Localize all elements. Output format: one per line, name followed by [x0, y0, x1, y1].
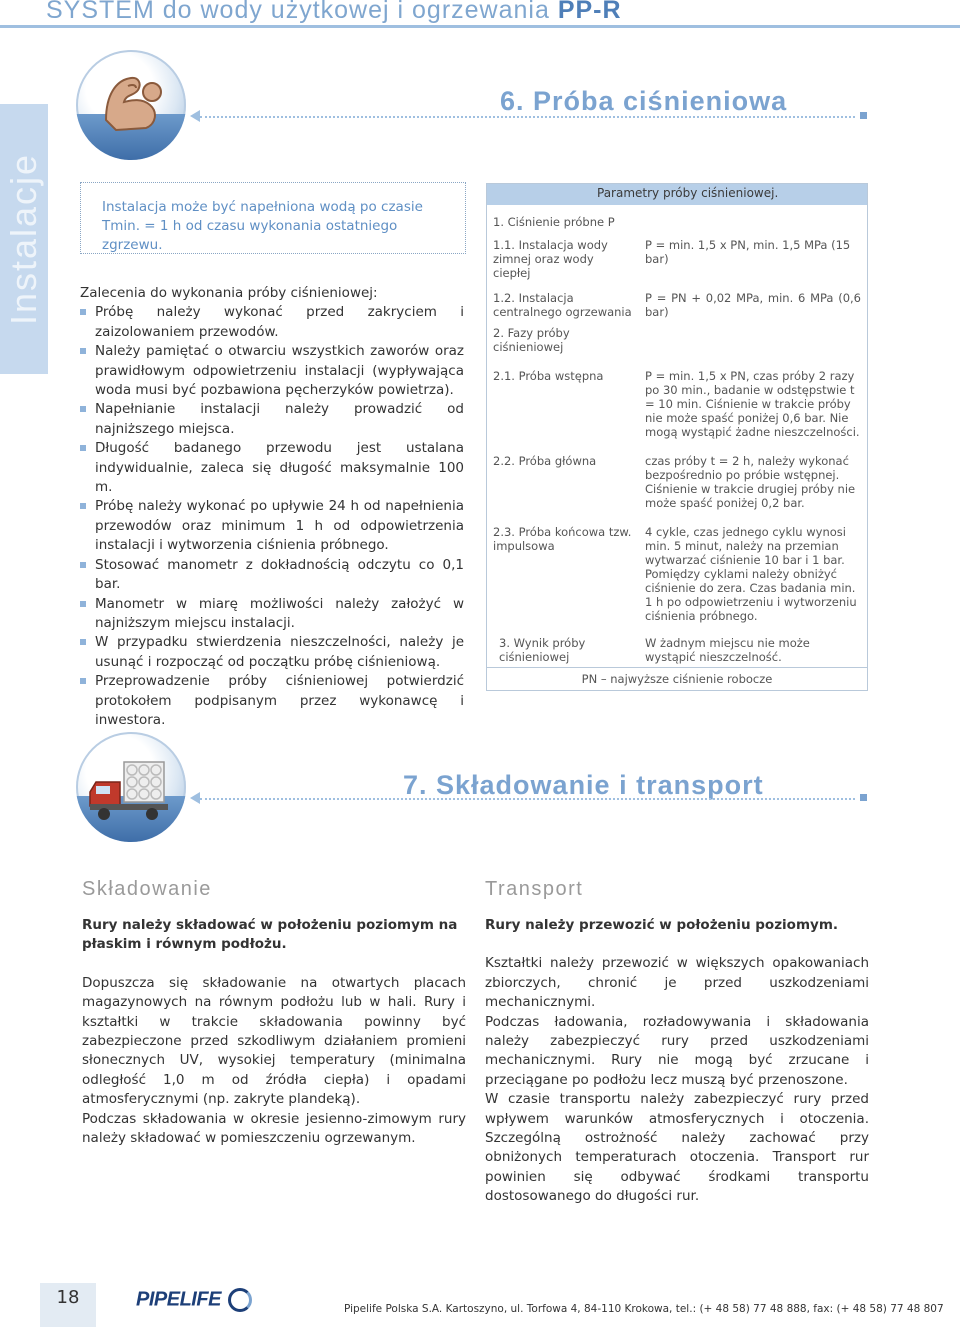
- logo-text: PIPELIFE: [136, 1288, 221, 1311]
- section-7-title: 7. Składowanie i transport: [403, 770, 764, 800]
- table-row: [487, 626, 867, 667]
- list-item: W przypadku stwierdzenia nieszczelności, należy je usunąć i rozpocząć od początku próbę ciśnieniową.: [80, 633, 464, 672]
- side-tab-label: Instalacje: [3, 152, 44, 326]
- recommendations-intro: Zalecenia do wykonania próby ciśnieniowej:: [80, 285, 378, 301]
- title-rule: [200, 798, 855, 800]
- note-text: Instalacja może być napełniona wodą po czasie Tmin. = 1 h od czasu wykonania ostatniego zgrzewu.: [102, 199, 423, 253]
- table-cell-label: 1.1. Instalacja wody zimnej oraz wody ciepłej: [493, 238, 608, 280]
- transport-lead: Rury należy przewozić w położeniu poziomym.: [485, 917, 839, 933]
- list-item: Długość badanego przewodu jest ustalana indywidualnie, zaleca się długość maksymalnie 100 m.: [80, 439, 464, 497]
- table-cell-value: czas próby t = 2 h, należy wykonać bezpośrednio po próbie wstępnej. Ciśnienie w trakcie drugiej próby nie może spaść poniżej 0,2 bar.: [645, 454, 856, 510]
- table-cell-label: 1.2. Instalacja centralnego ogrzewania: [493, 291, 632, 319]
- table-cell-label: 2.2. Próba główna: [493, 454, 597, 468]
- recommendations: [80, 284, 464, 730]
- transport-paragraph: Podczas ładowania, rozładowywania i składowania należy zabezpieczyć rury przed uszkodzeniami mechanicznymi. Rury nie mogą być zrzucane i przeciągane po podłożu lecz muszą być przenoszone.: [485, 1013, 869, 1088]
- table-cell-value: 4 cykle, czas jednego cyklu wynosi min. 5 minut, należy na przemian wytwarzać ciśnienie 10 bar i 1 bar. Pomiędzy cyklami należy obniżyć ciśnienie do zera. Czas badania min. 1 h po odpowietrzeniu i wytworzeniu ciśnienia próbnego.: [645, 525, 857, 623]
- table-cell-value: [639, 205, 867, 232]
- table-header: Parametry próby ciśnieniowej.: [487, 184, 867, 205]
- section-6-title: 6. Próba ciśnieniowa: [500, 86, 788, 116]
- pipelife-logo: [136, 1288, 252, 1312]
- transport-paragraph: Kształtki należy przewozić w większych opakowaniach zbiorczych, chronić je przed uszkodzeniami mechanicznymi.: [485, 955, 869, 1011]
- storage-paragraph: Dopuszcza się składowanie na otwartych placach magazynowych na równym podłożu lub w hali. Rury i kształtki w trakcie składowania powinny być zabezpieczone przed szkodliwym działaniem promieni słonecznych UV, wysokiej temperatury (minimalna odległość 1,0 m od źródła ciepła) i opadami atmosferycznymi (np. zakryte plandeką).: [82, 974, 466, 1108]
- title-arrow-decoration: [190, 792, 200, 804]
- list-item: Napełnianie instalacji należy prowadzić od najniższego miejsca.: [80, 400, 464, 439]
- storage-lead: Rury należy składować w położeniu poziomym na płaskim i równym podłożu.: [82, 917, 458, 953]
- transport-paragraph: W czasie transportu należy zabezpieczyć rury przed wpływem warunków atmosferycznych i otoczenia. Szczególną ostrożność należy zachować przy obniżonych temperaturach otoczenia. Transport rur powinien się odbywać środkami transportu dostosowanego do długości rur.: [485, 1091, 869, 1205]
- header-brand: PP-R: [557, 0, 622, 24]
- table-row: [487, 283, 867, 322]
- table-cell-label: 3. Wynik próby ciśnieniowej: [499, 636, 586, 664]
- list-item: Próbę należy wykonać po upływie 24 h od napełnienia przewodów oraz minimum 1 h od odpowietrzenia instalacji i wytworzenia ciśnienia próbnego.: [80, 497, 464, 555]
- table-cell-label: 2. Fazy próby ciśnieniowej: [493, 326, 570, 354]
- transport-column: [485, 916, 869, 1207]
- table-cell-value: P = PN + 0,02 MPa, min. 6 MPa (0,6 bar): [645, 291, 861, 319]
- storage-paragraph: Podczas składowania w okresie jesienno-zimowym rury należy składować w pomieszczeniu ogrzewanym.: [82, 1110, 466, 1147]
- table-cell-value: P = min. 1,5 x PN, min. 1,5 MPa (15 bar): [645, 238, 851, 266]
- table-row: [487, 205, 867, 232]
- running-header: [46, 0, 622, 25]
- title-arrow-decoration: [190, 110, 200, 122]
- table-row: [487, 357, 867, 442]
- table-cell-value: W żadnym miejscu nie może wystąpić nieszczelność.: [645, 636, 810, 664]
- table-row: [487, 322, 867, 357]
- storage-heading: Składowanie: [82, 878, 212, 900]
- table-cell-label: 2.3. Próba końcowa tzw. impulsowa: [493, 525, 632, 553]
- title-rule: [200, 116, 855, 118]
- table-cell-value: [639, 322, 867, 357]
- list-item: Stosować manometr z dokładnością odczytu co 0,1 bar.: [80, 556, 464, 595]
- title-square-decoration: [860, 112, 867, 119]
- recommendations-list: [80, 303, 464, 730]
- logo-mark-icon: [228, 1288, 252, 1312]
- list-item: Manometr w miarę możliwości należy założyć w najniższym miejscu instalacji.: [80, 595, 464, 634]
- table-cell-value: P = min. 1,5 x PN, czas próby 2 razy po 30 min., badanie w odstępstwie t = 10 min. Ciśnienie w trakcie próby nie może spaść poniżej 0,6 bar. Nie mogą wystąpić żadne nieszczelności.: [645, 369, 860, 439]
- strong-arm-icon: [76, 50, 186, 160]
- storage-column: [82, 916, 466, 1148]
- table-cell-label: 1. Ciśnienie próbne P: [493, 215, 615, 229]
- transport-heading: Transport: [485, 878, 584, 900]
- side-tab: [0, 104, 48, 374]
- header-title: SYSTEM do wody użytkowej i ogrzewania: [46, 0, 550, 24]
- table-cell-label: 2.1. Próba wstępna: [493, 369, 604, 383]
- parameters-table: [486, 183, 868, 691]
- page-number: 18: [56, 1287, 80, 1308]
- table-row: [487, 513, 867, 626]
- list-item: Próbę należy wykonać przed zakryciem i zaizolowaniem przewodów.: [80, 303, 464, 342]
- table-row: [487, 232, 867, 283]
- table-footer: PN – najwyższe ciśnienie robocze: [487, 667, 867, 690]
- list-item: Przeprowadzenie próby ciśnieniowej potwierdzić protokołem podpisanym przez wykonawcę i inwestora.: [80, 672, 464, 730]
- table-row: [487, 442, 867, 513]
- title-square-decoration: [860, 794, 867, 801]
- footer-address: Pipelife Polska S.A. Kartoszyno, ul. Torfowa 4, 84-110 Krokowa, tel.: (+ 48 58) 77 48 888, fax: (+ 48 58) 77 48 807: [344, 1303, 944, 1315]
- truck-icon: [76, 732, 186, 842]
- header-divider: [0, 25, 960, 28]
- list-item: Należy pamiętać o otwarciu wszystkich zaworów oraz prawidłowym odpowietrzeniu instalacji (wypływająca woda musi być pozbawiona pęcherzyków powietrza).: [80, 342, 464, 400]
